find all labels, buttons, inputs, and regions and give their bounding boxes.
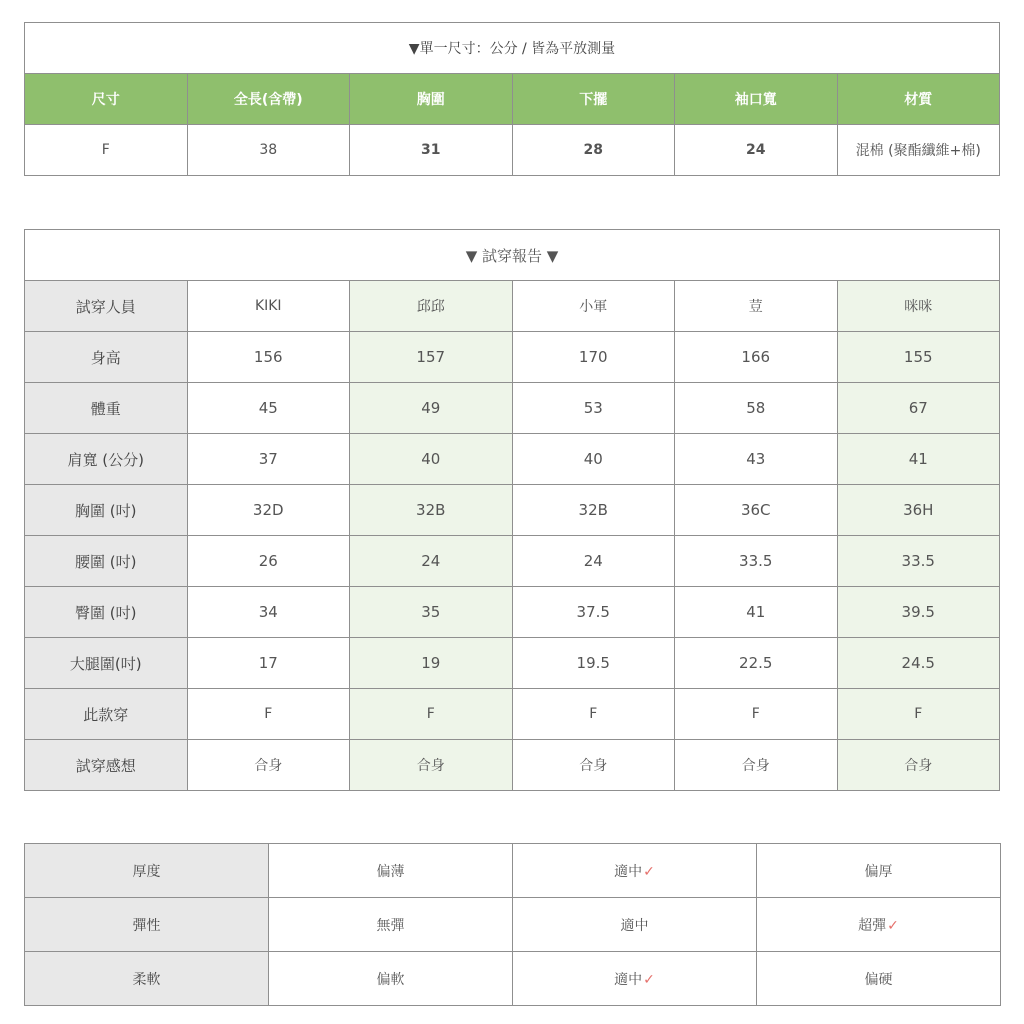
fit-report-body (25, 281, 1000, 791)
fit-report-cell: 34 (187, 587, 350, 638)
fit-report-cell: 26 (187, 536, 350, 587)
fabric-feel-label: 厚度 (25, 844, 269, 898)
fit-report-cell: 37.5 (512, 587, 675, 638)
fit-report-cell: 33.5 (837, 536, 1000, 587)
fabric-feel-row (25, 844, 1001, 898)
fit-report-row (25, 536, 1000, 587)
fit-report-cell: 53 (512, 383, 675, 434)
fit-report-row (25, 434, 1000, 485)
fabric-feel-option (269, 898, 513, 952)
fit-report-row-label: 臀圍 (吋) (25, 587, 188, 638)
fit-report-cell: 45 (187, 383, 350, 434)
size-table-header-row (25, 74, 1000, 125)
value-chest: 31 (350, 125, 513, 176)
fit-report-row (25, 689, 1000, 740)
fit-report-row-label: 胸圍 (吋) (25, 485, 188, 536)
fit-report-cell: 24.5 (837, 638, 1000, 689)
fit-report-cell: 36C (675, 485, 838, 536)
header-length: 全長(含帶) (187, 74, 350, 125)
fit-report-title: ▼ 試穿報告 ▼ (25, 230, 1000, 281)
header-hem: 下擺 (512, 74, 675, 125)
fit-report-cell: 166 (675, 332, 838, 383)
fit-report-cell: 33.5 (675, 536, 838, 587)
value-cuff: 24 (675, 125, 838, 176)
fit-report-cell: 17 (187, 638, 350, 689)
fit-report-row-label: 試穿感想 (25, 740, 188, 791)
fit-report-cell: 19 (350, 638, 513, 689)
header-chest: 胸圍 (350, 74, 513, 125)
fit-report-cell: 155 (837, 332, 1000, 383)
fabric-feel-option-label: 偏硬 (864, 971, 893, 988)
value-hem: 28 (512, 125, 675, 176)
fit-report-cell: 67 (837, 383, 1000, 434)
fabric-feel-option-label: 適中 (614, 863, 643, 880)
fabric-feel-option (269, 844, 513, 898)
header-cuff: 袖口寬 (675, 74, 838, 125)
fit-report-cell: 22.5 (675, 638, 838, 689)
fit-report-cell: F (187, 689, 350, 740)
value-material: 混棉 (聚酯纖維+棉) (837, 125, 1000, 176)
fit-report-cell: 35 (350, 587, 513, 638)
fabric-feel-option (757, 844, 1001, 898)
fit-report-cell: F (512, 689, 675, 740)
size-table-title: ▼單一尺寸：公分 / 皆為平放測量 (25, 23, 1000, 74)
fabric-feel-option-label: 偏軟 (376, 971, 405, 988)
value-length: 38 (187, 125, 350, 176)
fit-report-table (24, 229, 1000, 791)
fabric-feel-option (269, 952, 513, 1006)
fit-report-row-label: 此款穿 (25, 689, 188, 740)
fabric-feel-option (513, 844, 757, 898)
fit-report-row-label: 身高 (25, 332, 188, 383)
fabric-feel-row (25, 952, 1001, 1006)
fit-report-row (25, 638, 1000, 689)
fabric-feel-option-label: 適中 (620, 917, 649, 934)
fabric-feel-body (25, 844, 1001, 1006)
check-mark-icon: ✓ (887, 917, 899, 934)
fit-report-cell: 37 (187, 434, 350, 485)
fabric-feel-option (757, 952, 1001, 1006)
fit-report-cell: 合身 (675, 740, 838, 791)
fit-report-cell: 32B (512, 485, 675, 536)
fit-report-cell: 40 (512, 434, 675, 485)
fit-report-cell: 合身 (512, 740, 675, 791)
fit-report-cell: 咪咪 (837, 281, 1000, 332)
fit-report-cell: 43 (675, 434, 838, 485)
fit-report-cell: 41 (837, 434, 1000, 485)
check-mark-icon: ✓ (643, 863, 655, 880)
fit-report-row-label: 大腿圍(吋) (25, 638, 188, 689)
fit-report-row (25, 740, 1000, 791)
fit-report-cell: KIKI (187, 281, 350, 332)
fit-report-row-label: 肩寬 (公分) (25, 434, 188, 485)
fit-report-cell: 荳 (675, 281, 838, 332)
fit-report-row (25, 383, 1000, 434)
fabric-feel-label: 柔軟 (25, 952, 269, 1006)
fit-report-cell: 合身 (350, 740, 513, 791)
fit-report-cell: 156 (187, 332, 350, 383)
fit-report-cell: 合身 (837, 740, 1000, 791)
fit-report-cell: 小軍 (512, 281, 675, 332)
fit-report-cell: 170 (512, 332, 675, 383)
fit-report-cell: 24 (350, 536, 513, 587)
fabric-feel-option (513, 898, 757, 952)
check-mark-icon: ✓ (643, 971, 655, 988)
fit-report-cell: F (350, 689, 513, 740)
fit-report-row (25, 281, 1000, 332)
fit-report-cell: 157 (350, 332, 513, 383)
fit-report-cell: 32D (187, 485, 350, 536)
fabric-feel-option-label: 適中 (614, 971, 643, 988)
fit-report-row (25, 332, 1000, 383)
fabric-feel-option-label: 超彈 (858, 917, 887, 934)
fit-report-cell: 24 (512, 536, 675, 587)
fit-report-cell: 40 (350, 434, 513, 485)
fit-report-cell: 合身 (187, 740, 350, 791)
fit-report-row-label: 試穿人員 (25, 281, 188, 332)
fit-report-cell: 32B (350, 485, 513, 536)
fit-report-cell: 邱邱 (350, 281, 513, 332)
size-table-value-row (25, 125, 1000, 176)
fabric-feel-option-label: 無彈 (376, 917, 405, 934)
value-size: F (25, 125, 188, 176)
fit-report-cell: 41 (675, 587, 838, 638)
size-table (24, 22, 1000, 176)
fit-report-row (25, 587, 1000, 638)
header-material: 材質 (837, 74, 1000, 125)
fabric-feel-option (513, 952, 757, 1006)
fabric-feel-option-label: 偏薄 (376, 863, 405, 880)
fit-report-row-label: 腰圍 (吋) (25, 536, 188, 587)
header-size: 尺寸 (25, 74, 188, 125)
fit-report-cell: 19.5 (512, 638, 675, 689)
fit-report-cell: 36H (837, 485, 1000, 536)
size-table-title-row (25, 23, 1000, 74)
fabric-feel-option-label: 偏厚 (864, 863, 893, 880)
fit-report-cell: 49 (350, 383, 513, 434)
fit-report-row-label: 體重 (25, 383, 188, 434)
fit-report-cell: F (837, 689, 1000, 740)
fit-report-cell: 58 (675, 383, 838, 434)
fit-report-row (25, 485, 1000, 536)
fit-report-cell: 39.5 (837, 587, 1000, 638)
fabric-feel-option (757, 898, 1001, 952)
fabric-feel-label: 彈性 (25, 898, 269, 952)
fabric-feel-table (24, 843, 1001, 1006)
fabric-feel-row (25, 898, 1001, 952)
fit-report-cell: F (675, 689, 838, 740)
fit-report-title-row (25, 230, 1000, 281)
